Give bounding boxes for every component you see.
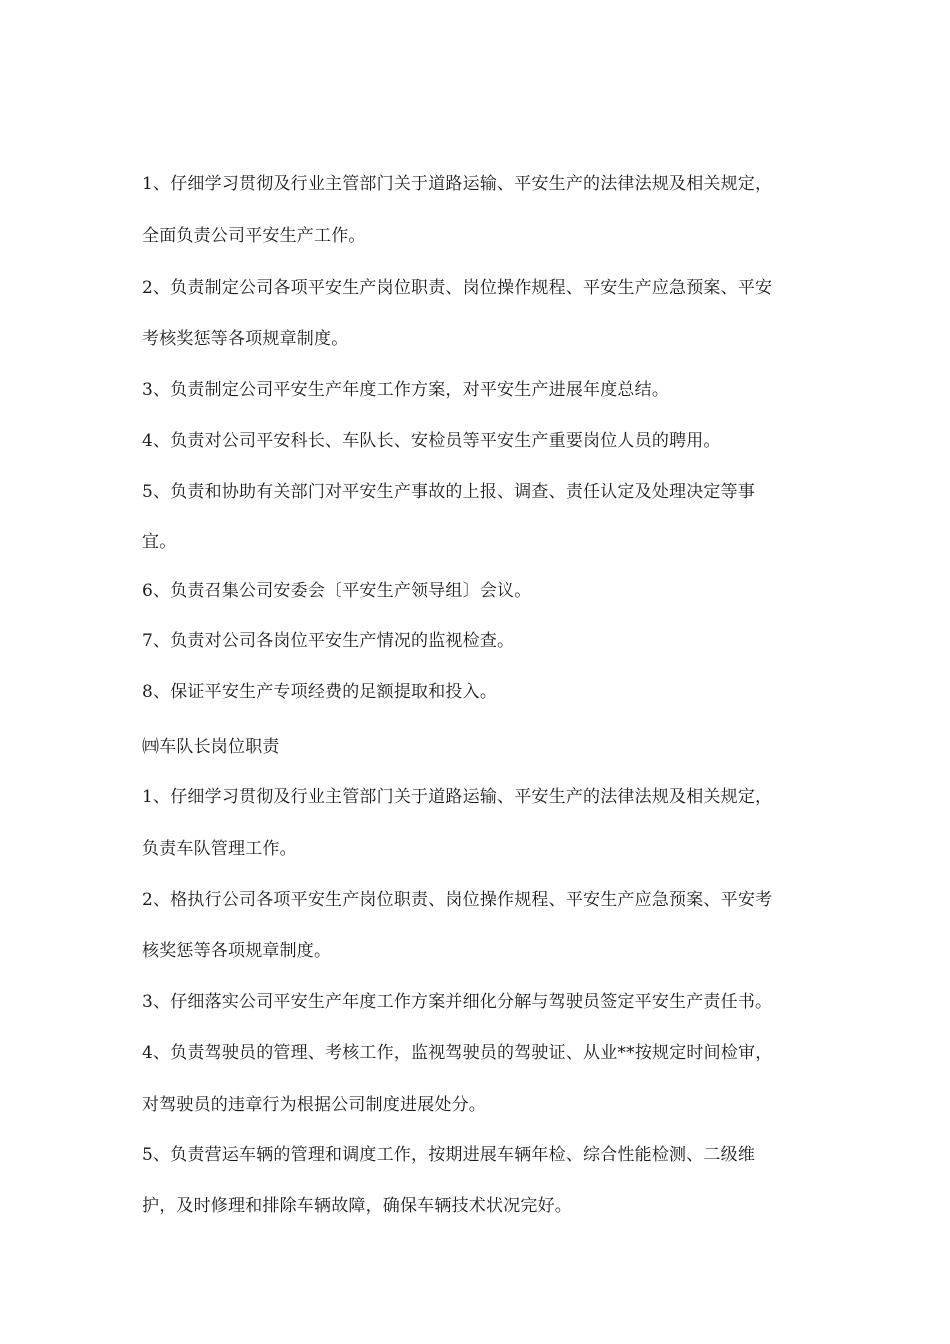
paragraph-line: 5、负责和协助有关部门对平安生产事故的上报、调查、责任认定及处理决定等事 bbox=[142, 482, 756, 502]
paragraph-line: 6、负责召集公司安委会〔平安生产领导组〕会议。 bbox=[142, 581, 532, 601]
paragraph-line: 2、格执行公司各项平安生产岗位职责、岗位操作规程、平安生产应急预案、平安考 bbox=[142, 890, 773, 910]
paragraph-line: 1、仔细学习贯彻及行业主管部门关于道路运输、平安生产的法律法规及相关规定， bbox=[142, 787, 773, 807]
paragraph-line: 8、保证平安生产专项经费的足额提取和投入。 bbox=[142, 682, 498, 702]
paragraph-line: 5、负责营运车辆的管理和调度工作，按期进展车辆年检、综合性能检测、二级维 bbox=[142, 1145, 756, 1165]
paragraph-line: 4、负责驾驶员的管理、考核工作，监视驾驶员的驾驶证、从业**按规定时间检审， bbox=[142, 1043, 773, 1063]
paragraph-line: 3、仔细落实公司平安生产年度工作方案并细化分解与驾驶员签定平安生产责任书。 bbox=[142, 992, 773, 1012]
paragraph-line: 护，及时修理和排除车辆故障，确保车辆技术状况完好。 bbox=[142, 1196, 572, 1216]
paragraph-line: 负责车队管理工作。 bbox=[142, 839, 297, 859]
paragraph-line: 对驾驶员的违章行为根据公司制度进展处分。 bbox=[142, 1095, 486, 1115]
paragraph-line: 核奖惩等各项规章制度。 bbox=[142, 941, 332, 961]
section-heading: ㈣车队长岗位职责 bbox=[142, 737, 280, 757]
paragraph-line: 宜。 bbox=[142, 532, 177, 552]
paragraph-line: 1、仔细学习贯彻及行业主管部门关于道路运输、平安生产的法律法规及相关规定， bbox=[142, 174, 773, 194]
paragraph-line: 考核奖惩等各项规章制度。 bbox=[142, 329, 349, 349]
paragraph-line: 4、负责对公司平安科长、车队长、安检员等平安生产重要岗位人员的聘用。 bbox=[142, 431, 721, 451]
paragraph-line: 3、负责制定公司平安生产年度工作方案，对平安生产进展年度总结。 bbox=[142, 380, 670, 400]
paragraph-line: 全面负责公司平安生产工作。 bbox=[142, 226, 366, 246]
paragraph-line: 2、负责制定公司各项平安生产岗位职责、岗位操作规程、平安生产应急预案、平安 bbox=[142, 278, 773, 298]
paragraph-line: 7、负责对公司各岗位平安生产情况的监视检查。 bbox=[142, 631, 515, 651]
